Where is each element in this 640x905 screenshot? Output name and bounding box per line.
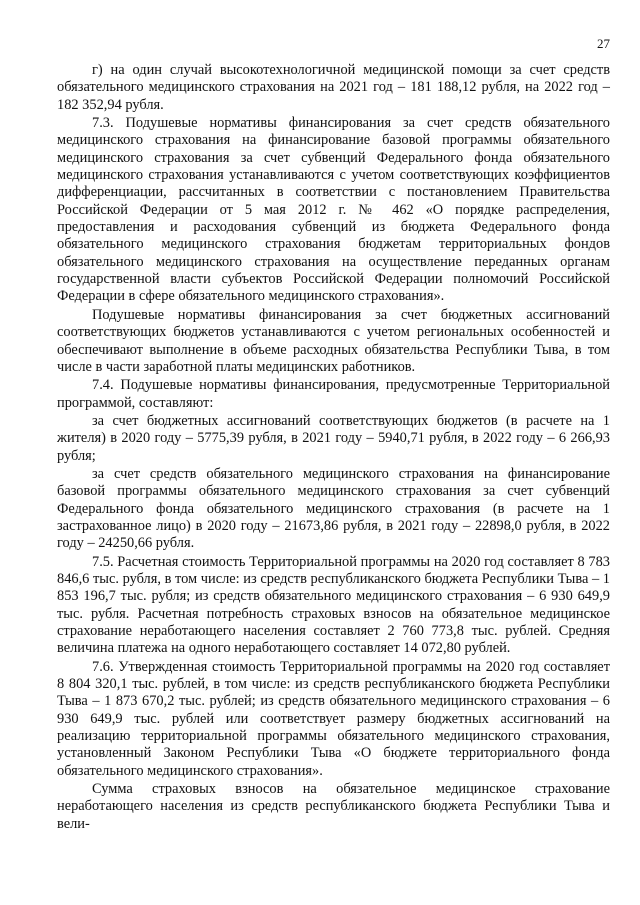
paragraph-hitech-care-cost: г) на один случай высокотехнологичной медицинской помощи за счет средств обязательного медицинского страхования на 2021 год – 181 188,12 рубля, на 2022 год – 182 352,94 рубля. bbox=[57, 62, 610, 113]
paragraph-7-4: 7.4. Подушевые нормативы финансирования, предусмотренные Территориальной программой, составляют: bbox=[57, 377, 610, 411]
paragraph-oms-per-insured: за счет средств обязательного медицинского страхования на финансирование базовой программы обязательного медицинского страхования за счет субвенций Федерального фонда обязательного медицинского страхования (в расчете на 1 застрахованное лицо) в 2020 году – 21673,86 рубля, в 2021 году – 22898,0 рубля, в 2022 году – 24250,66 рубля. bbox=[57, 465, 610, 552]
paragraph-7-6: 7.6. Утвержденная стоимость Территориальной программы на 2020 год составляет 8 804 320,1 тыс. рублей, в том числе: из средств республиканского бюджета Республики Тыва – 1 873 670,2 тыс. рублей; из средств обязательного медицинского страхования – 6 930 649,9 тыс. рублей или соответствует размеру бюджетных ассигнований на реализацию территориальной программы обязательного медицинского страхования, установленный Законом Республики Тыва «О бюджете территориального фонда обязательного медицинского страхования». bbox=[57, 658, 610, 779]
paragraph-7-5: 7.5. Расчетная стоимость Территориальной программы на 2020 год составляет 8 783 846,6 тыс. рубля, в том числе: из средств республиканского бюджета Республики Тыва – 1 853 196,7 тыс. рубля; из средств обязательного медицинского страхования – 6 930 649,9 тыс. рубля. Расчетная потребность страховых взносов на обязательное медицинское страхование неработающего населения составляет 2 760 773,8 тыс. рублей. Средняя величина платежа на одного неработающего составляет 14 072,80 рублей. bbox=[57, 553, 610, 657]
paragraph-budget-per-resident: за счет бюджетных ассигнований соответствующих бюджетов (в расчете на 1 жителя) в 2020 году – 5775,39 рубля, в 2021 году – 5940,71 рубля, в 2022 году – 6 266,93 рубля; bbox=[57, 412, 610, 464]
page-number: 27 bbox=[597, 36, 610, 51]
paragraph-budget-norms: Подушевые нормативы финансирования за счет бюджетных ассигнований соответствующих бюджетов устанавливаются с учетом региональных особенностей и обеспечивают выполнение в объеме расходных обязательства Республики Тыва, в том числе в части заработной платы медицинских работников. bbox=[57, 306, 610, 375]
paragraph-7-3: 7.3. Подушевые нормативы финансирования за счет средств обязательного медицинского страхования на финансирование базовой программы обязательного медицинского страхования за счет субвенций Федерального фонда обязательного медицинского страхования устанавливаются с учетом соответствующих коэффициентов дифференциации, рассчитанных в соответствии с постановлением Правительства Российской Федерации от 5 мая 2012 г. № 462 «О порядке распределения, предоставления и расходования субвенций из бюджета Федерального фонда обязательного медицинского страхования бюджетам территориальных фондов обязательного медицинского страхования на осуществление переданных органам государственной власти субъектов Российской Федерации полномочий Российской Федерации в сфере обязательного медицинского страхования». bbox=[57, 115, 610, 305]
paragraph-insurance-contributions: Сумма страховых взносов на обязательное медицинское страхование неработающего населения из средств республиканского бюджета Республики Тыва и вели- bbox=[57, 781, 610, 832]
